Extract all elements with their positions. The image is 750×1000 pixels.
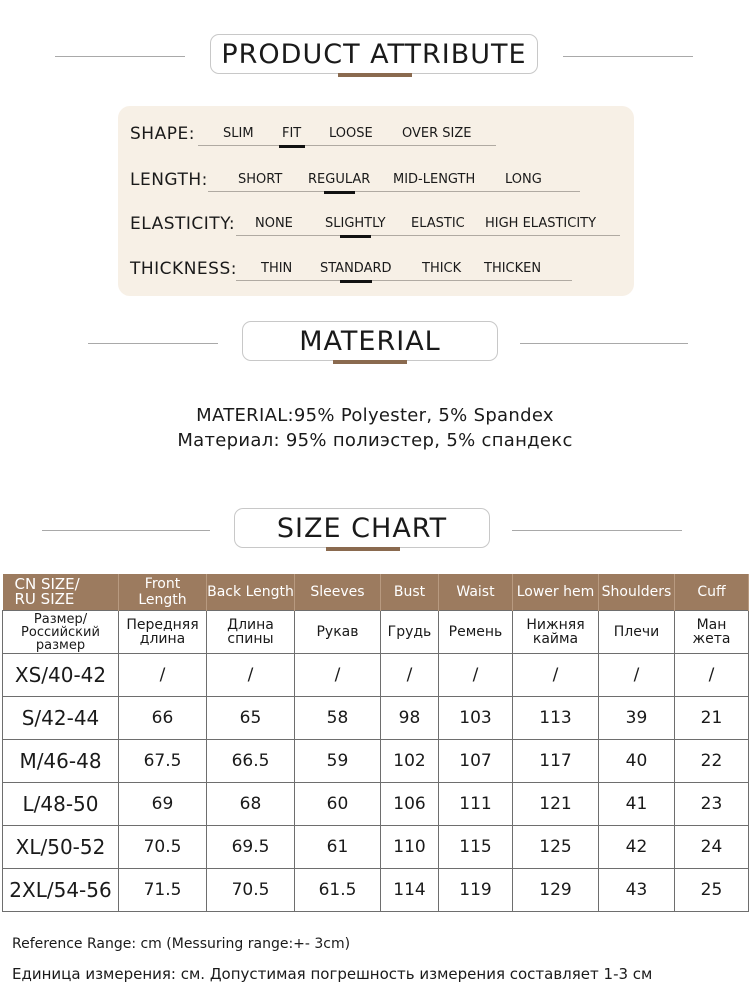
table-row — [3, 740, 749, 783]
divider-right — [520, 343, 688, 344]
attribute-option: ELASTIC — [411, 216, 465, 231]
attribute-option: THICK — [422, 261, 462, 276]
column-header: CN SIZE/ RU SIZE — [3, 574, 119, 611]
attribute-baseline — [236, 235, 620, 236]
measurement-cell: 41 — [599, 783, 675, 826]
measurement-cell: 23 — [675, 783, 749, 826]
attribute-row — [118, 118, 634, 148]
size-chart-table — [2, 574, 749, 912]
measurement-cell: 25 — [675, 869, 749, 912]
measurement-cell: 110 — [381, 826, 439, 869]
column-header: Bust — [381, 574, 439, 611]
material-header — [0, 321, 750, 367]
measurement-cell: 98 — [381, 697, 439, 740]
size-cell: S/42-44 — [3, 697, 119, 740]
measurement-cell: 68 — [207, 783, 295, 826]
size-cell: M/46-48 — [3, 740, 119, 783]
table-row — [3, 697, 749, 740]
column-header: Back Length — [207, 574, 295, 611]
section-title: MATERIAL — [242, 321, 498, 361]
measurement-cell: 117 — [513, 740, 599, 783]
material-ru: Материал: 95% полиэстер, 5% спандекс — [177, 430, 573, 451]
size-cell: XS/40-42 — [3, 654, 119, 697]
column-header-ru: Длина спины — [207, 611, 295, 654]
attribute-baseline — [236, 280, 572, 281]
column-header: Sleeves — [295, 574, 381, 611]
title-accent — [326, 547, 400, 551]
table-row — [3, 783, 749, 826]
measurement-cell: 102 — [381, 740, 439, 783]
size-cell: 2XL/54-56 — [3, 869, 119, 912]
measurement-cell: 61.5 — [295, 869, 381, 912]
measurement-cell: 66 — [119, 697, 207, 740]
measurement-cell: / — [599, 654, 675, 697]
attribute-option: REGULAR — [308, 172, 371, 187]
measurement-cell: 59 — [295, 740, 381, 783]
attribute-option: SLIGHTLY — [325, 216, 386, 231]
measurement-cell: 71.5 — [119, 869, 207, 912]
measurement-cell: 119 — [439, 869, 513, 912]
section-title: PRODUCT ATTRIBUTE — [210, 34, 538, 74]
measurement-cell: 125 — [513, 826, 599, 869]
column-header-ru: Ремень — [439, 611, 513, 654]
column-header-ru: Размер/ Российский размер — [3, 611, 119, 654]
attribute-label: SHAPE: — [130, 124, 195, 144]
attribute-option: OVER SIZE — [402, 126, 472, 141]
attribute-baseline — [198, 145, 496, 146]
attribute-label: ELASTICITY: — [130, 214, 236, 234]
measurement-cell: 115 — [439, 826, 513, 869]
measurement-cell: 111 — [439, 783, 513, 826]
measurement-cell: 70.5 — [119, 826, 207, 869]
measurement-cell: 40 — [599, 740, 675, 783]
measurement-cell: 106 — [381, 783, 439, 826]
attribute-option: NONE — [255, 216, 293, 231]
column-header-ru: Грудь — [381, 611, 439, 654]
footer-en: Reference Range: cm (Messuring range:+- 3cm) — [12, 936, 351, 952]
measurement-cell: / — [675, 654, 749, 697]
measurement-cell: / — [381, 654, 439, 697]
footer-ru: Единица измерения: см. Допустимая погрешность измерения составляет 1-3 см — [12, 965, 653, 983]
column-header: Shoulders — [599, 574, 675, 611]
column-header-ru: Передняя длина — [119, 611, 207, 654]
measurement-cell: 65 — [207, 697, 295, 740]
measurement-cell: 107 — [439, 740, 513, 783]
measurement-cell: 43 — [599, 869, 675, 912]
measurement-cell: 113 — [513, 697, 599, 740]
table-row — [3, 654, 749, 697]
title-accent — [333, 360, 407, 364]
attribute-label: LENGTH: — [130, 170, 208, 190]
measurement-cell: 69 — [119, 783, 207, 826]
column-header-ru: Плечи — [599, 611, 675, 654]
selected-marker — [324, 191, 355, 194]
measurement-cell: 67.5 — [119, 740, 207, 783]
attribute-baseline — [208, 191, 580, 192]
column-header-ru: Рукав — [295, 611, 381, 654]
measurement-cell: 70.5 — [207, 869, 295, 912]
selected-marker — [279, 145, 305, 148]
measurement-cell: 103 — [439, 697, 513, 740]
measurement-cell: 61 — [295, 826, 381, 869]
measurement-cell: 42 — [599, 826, 675, 869]
measurement-cell: / — [207, 654, 295, 697]
measurement-cell: 121 — [513, 783, 599, 826]
attribute-option: SHORT — [238, 172, 283, 187]
selected-marker — [340, 235, 371, 238]
measurement-cell: / — [295, 654, 381, 697]
size-chart-header — [0, 508, 750, 554]
attribute-option: LOOSE — [329, 126, 373, 141]
attribute-panel — [118, 106, 634, 296]
attribute-row — [118, 253, 634, 283]
section-title: SIZE CHART — [234, 508, 490, 548]
attribute-row — [118, 208, 634, 238]
table-row — [3, 826, 749, 869]
divider-right — [563, 56, 693, 57]
product-attribute-header — [0, 34, 750, 80]
measurement-cell: 114 — [381, 869, 439, 912]
column-header: Lower hem — [513, 574, 599, 611]
attribute-option: SLIM — [223, 126, 254, 141]
divider-right — [512, 530, 682, 531]
measurement-cell: 69.5 — [207, 826, 295, 869]
measurement-cell: 58 — [295, 697, 381, 740]
column-header-ru: Ман жета — [675, 611, 749, 654]
measurement-cell: 60 — [295, 783, 381, 826]
material-en: MATERIAL:95% Polyester, 5% Spandex — [196, 405, 554, 426]
measurement-cell: / — [119, 654, 207, 697]
title-accent — [338, 73, 412, 77]
column-header: Cuff — [675, 574, 749, 611]
column-header-ru: Нижняя кайма — [513, 611, 599, 654]
attribute-option: HIGH ELASTICITY — [485, 216, 597, 231]
measurement-cell: 39 — [599, 697, 675, 740]
measurement-cell: 129 — [513, 869, 599, 912]
attribute-option: THIN — [261, 261, 293, 276]
measurement-cell: 22 — [675, 740, 749, 783]
attribute-option: THICKEN — [484, 261, 542, 276]
attribute-row — [118, 164, 634, 194]
attribute-option: MID-LENGTH — [393, 172, 476, 187]
measurement-cell: 21 — [675, 697, 749, 740]
divider-left — [88, 343, 218, 344]
attribute-option: STANDARD — [320, 261, 392, 276]
size-cell: XL/50-52 — [3, 826, 119, 869]
attribute-option: FIT — [282, 126, 302, 141]
attribute-label: THICKNESS: — [130, 259, 237, 279]
size-cell: L/48-50 — [3, 783, 119, 826]
divider-left — [55, 56, 185, 57]
header-row-ru — [3, 611, 749, 654]
measurement-cell: 66.5 — [207, 740, 295, 783]
column-header: Waist — [439, 574, 513, 611]
column-header: Front Length — [119, 574, 207, 611]
header-row-en — [3, 574, 749, 611]
divider-left — [42, 530, 210, 531]
measurement-cell: / — [439, 654, 513, 697]
attribute-option: LONG — [505, 172, 542, 187]
measurement-cell: 24 — [675, 826, 749, 869]
table-row — [3, 869, 749, 912]
measurement-cell: / — [513, 654, 599, 697]
selected-marker — [340, 280, 372, 283]
